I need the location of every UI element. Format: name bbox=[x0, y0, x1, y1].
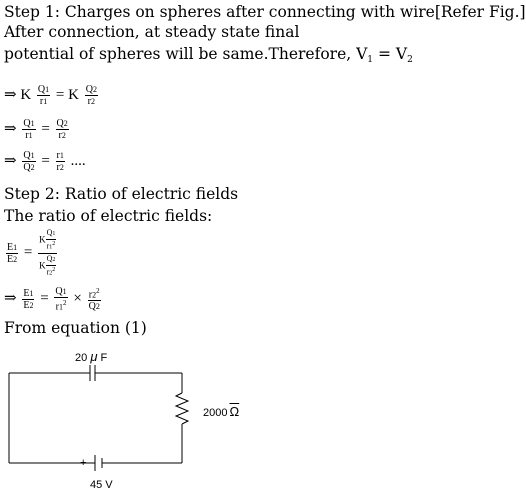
frac-q2-r2: $\frac{Q2}{r2}$ bbox=[56, 118, 68, 141]
equation-q-ratio bbox=[4, 150, 86, 173]
k-const: K bbox=[68, 86, 79, 103]
ratio-text: The ratio of electric fields: bbox=[4, 207, 213, 225]
resistor bbox=[176, 393, 188, 424]
implies: ⇒ bbox=[4, 86, 17, 103]
resistor-label: 2000 $\overline{\Omega}$ bbox=[203, 404, 240, 419]
mu-symbol: μ bbox=[90, 349, 98, 364]
implies: ⇒ bbox=[4, 152, 17, 169]
equals: = bbox=[41, 120, 50, 137]
step1-heading: Step 1: Charges on spheres after connecting with wire[Refer Fig.] bbox=[4, 3, 526, 21]
frac-q1-q2: $\frac{Q1}{Q2}$ bbox=[23, 150, 35, 173]
equals: = bbox=[41, 152, 50, 169]
frac-e1-e2: $\frac{E1}{E2}$ bbox=[23, 287, 34, 311]
v2-sub: 2 bbox=[407, 55, 413, 65]
frac-q1-r1: $\frac{Q1}{r1}$ bbox=[37, 84, 50, 107]
v1-sub: 1 bbox=[367, 55, 374, 65]
k-const: K bbox=[20, 86, 32, 103]
frac-r1-r2: $\frac{r1}{r2}$ bbox=[56, 150, 64, 173]
battery-minus: - bbox=[112, 457, 116, 469]
v2: V bbox=[395, 45, 408, 63]
equation-ratio-q-r bbox=[4, 118, 71, 141]
step2-heading: Step 2: Ratio of electric fields bbox=[4, 185, 239, 203]
from-equation-text: From equation (1) bbox=[4, 319, 147, 337]
frac-e1-e2: $\frac{E1}{E2}$ bbox=[7, 241, 18, 265]
ellipsis: .... bbox=[70, 152, 86, 169]
equals: = bbox=[377, 45, 391, 63]
implies: ⇒ bbox=[4, 290, 17, 307]
battery-label: 45 V bbox=[90, 479, 113, 491]
ohm-symbol: $\overline{\Omega}$ bbox=[229, 404, 240, 419]
frac-q2-r2: $\frac{Q2}{r2}$ bbox=[85, 84, 97, 107]
equation-field-ratio bbox=[4, 228, 59, 278]
battery-plus: + bbox=[80, 457, 87, 469]
equals: = bbox=[40, 290, 49, 307]
equals: = bbox=[55, 86, 65, 103]
equation-potential bbox=[4, 84, 100, 107]
potential-text bbox=[4, 44, 413, 70]
frac-q1-r1: $\frac{Q1}{r1}$ bbox=[23, 118, 35, 141]
after-connection-text: After connection, at steady state final bbox=[4, 23, 300, 41]
circuit-diagram bbox=[0, 345, 465, 495]
times: × bbox=[73, 290, 82, 307]
implies: ⇒ bbox=[4, 120, 17, 137]
equation-field-result bbox=[4, 286, 103, 312]
capacitor-label: 20 μ F bbox=[75, 349, 108, 364]
frac-complex: K $\frac{Q1}{r1^2}$ K $\frac{Q2}{r2^2}$ bbox=[39, 228, 56, 277]
frac-r2sq-q2: $\frac{r2^2}{Q2}$ bbox=[88, 287, 100, 313]
frac-q1-r1sq: $\frac{Q1}{r1^2}$ bbox=[55, 286, 67, 313]
equals: = bbox=[23, 244, 33, 261]
potential-sentence: potential of spheres will be same.Therefore, V bbox=[4, 45, 368, 63]
